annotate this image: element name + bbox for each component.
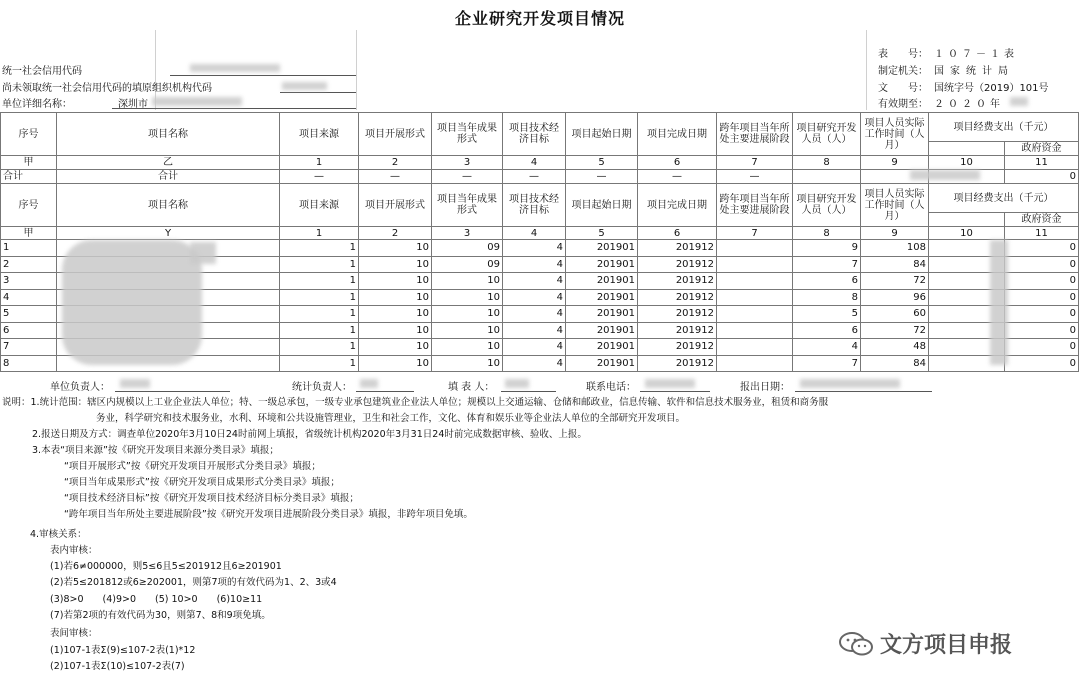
table-cell-c2[interactable]: 10: [359, 273, 432, 290]
code-cell: Y: [57, 227, 280, 240]
redacted-block: [360, 379, 378, 388]
table-cell-c7[interactable]: [717, 256, 793, 273]
table-cell-c9[interactable]: 84: [861, 355, 929, 372]
col-c9-header: 项目人员实际工作时间（人月）: [861, 184, 929, 227]
code-cell: 9: [861, 227, 929, 240]
grid-line: [356, 30, 357, 110]
table-cell-c2[interactable]: 10: [359, 322, 432, 339]
table-cell-c7[interactable]: [717, 306, 793, 323]
table-cell-c11[interactable]: 0: [1005, 339, 1079, 356]
col-c10-sub: [929, 142, 1005, 156]
redacted-block: [910, 170, 980, 180]
note-line: (2)若5≤201812或6≥202001，则第7项的有效代码为1、2、3或4: [50, 577, 337, 588]
redacted-block: [190, 242, 216, 264]
note-line: 3.本表“项目来源”按《研究开发项目来源分类目录》填报；: [32, 445, 279, 456]
table-cell-c11[interactable]: 0: [1005, 256, 1079, 273]
note-line: 务业，科学研究和技术服务业，水利、环境和公共设施管理业，卫生和社会工作，文化、体育和娱乐业等企业法人单位的全部研究开发项目。: [96, 413, 686, 424]
total-cell: 合计: [1, 170, 57, 184]
col-seq-header: 序号: [1, 113, 57, 156]
code-cell: 甲: [1, 227, 57, 240]
header-row: [1, 113, 1079, 142]
table-cell-seq[interactable]: 8: [1, 355, 57, 372]
table-cell-c1[interactable]: 1: [280, 355, 359, 372]
col-c11-header: 政府资金: [1005, 213, 1079, 227]
col-c7-header: 跨年项目当年所处主要进展阶段: [717, 184, 793, 227]
table-cell-c5[interactable]: 201901: [566, 322, 638, 339]
code-cell: 6: [638, 227, 717, 240]
code-cell: 5: [566, 156, 638, 170]
table-cell-c2[interactable]: 10: [359, 339, 432, 356]
total-cell: —: [432, 170, 503, 184]
grid-line: [866, 30, 867, 110]
table-cell-c4[interactable]: 4: [503, 240, 566, 257]
note-line: 表内审核：: [50, 545, 98, 556]
col-seq-header: 序号: [1, 184, 57, 227]
table-cell-c11[interactable]: 0: [1005, 240, 1079, 257]
table-cell-c2[interactable]: 10: [359, 240, 432, 257]
redacted-block: [1010, 97, 1028, 106]
table-cell-c5[interactable]: 201901: [566, 339, 638, 356]
table-cell-seq[interactable]: 7: [1, 339, 57, 356]
note-line: (1)107-1表Σ(9)≤107-2表(1)*12: [50, 645, 196, 656]
col-c4-header: 项目技术经济目标: [503, 184, 566, 227]
table-cell-c6[interactable]: 201912: [638, 322, 717, 339]
table-cell-c4[interactable]: 4: [503, 256, 566, 273]
note-line: (7)若第2项的有效代码为30，则第7、8和9项免填。: [50, 610, 271, 621]
table-cell-c8[interactable]: 9: [793, 240, 861, 257]
table-cell-c6[interactable]: 201912: [638, 240, 717, 257]
table-cell-seq[interactable]: 3: [1, 273, 57, 290]
authority-value: 国家统计局: [934, 66, 1014, 77]
credit-code-label: 统一社会信用代码: [2, 66, 82, 77]
table-cell-c1[interactable]: 1: [280, 240, 359, 257]
total-cell-redacted: [793, 170, 861, 184]
table-cell-c3[interactable]: 09: [432, 240, 503, 257]
header-row-2: [1, 184, 1079, 213]
code-cell: 7: [717, 227, 793, 240]
table-cell-c11[interactable]: 0: [1005, 355, 1079, 372]
table-cell-c4[interactable]: 4: [503, 289, 566, 306]
table-cell-c3[interactable]: 10: [432, 322, 503, 339]
code-cell: 5: [566, 227, 638, 240]
table-cell-seq[interactable]: 5: [1, 306, 57, 323]
note-line: (1)若6≠000000，则5≤6且5≤201912且6≥201901: [50, 561, 282, 572]
table-cell-c8[interactable]: 8: [793, 289, 861, 306]
table-cell-c2[interactable]: 10: [359, 306, 432, 323]
total-cell: —: [503, 170, 566, 184]
form-no-value: １０７－１表: [934, 49, 1018, 60]
table-cell-c3[interactable]: 10: [432, 273, 503, 290]
table-cell-c8[interactable]: 7: [793, 256, 861, 273]
code-cell: 2: [359, 227, 432, 240]
code-cell: 8: [793, 227, 861, 240]
code-cell: 1: [280, 156, 359, 170]
table-cell-seq[interactable]: 6: [1, 322, 57, 339]
total-cell: —: [638, 170, 717, 184]
valid-label: 有效期至：: [878, 99, 928, 110]
redacted-block: [645, 379, 695, 388]
col-c10-header: 项目经费支出（千元）: [929, 184, 1079, 213]
table-cell-c3[interactable]: 10: [432, 355, 503, 372]
total-cell: 0: [1005, 170, 1079, 184]
table-cell-c5[interactable]: 201901: [566, 289, 638, 306]
unit-head-label: 单位负责人：: [50, 382, 110, 393]
redacted-block: [800, 379, 900, 388]
table-cell-c11[interactable]: 0: [1005, 306, 1079, 323]
table-cell-c2[interactable]: 10: [359, 355, 432, 372]
code-cell: 10: [929, 156, 1005, 170]
col-c1-header: 项目来源: [280, 184, 359, 227]
code-cell: 4: [503, 156, 566, 170]
table-cell-c2[interactable]: 10: [359, 289, 432, 306]
table-cell-c5[interactable]: 201901: [566, 240, 638, 257]
note-line: 表间审核：: [50, 628, 98, 639]
table-cell-c9[interactable]: 48: [861, 339, 929, 356]
note-line: (2)107-1表Σ(10)≤107-2表(7): [50, 661, 185, 672]
code-cell: 11: [1005, 227, 1079, 240]
code-cell: 8: [793, 156, 861, 170]
total-cell: 合计: [57, 170, 280, 184]
code-cell: 10: [929, 227, 1005, 240]
table-cell-c3[interactable]: 10: [432, 289, 503, 306]
table-cell-c8[interactable]: 5: [793, 306, 861, 323]
total-cell: —: [280, 170, 359, 184]
table-cell-c9[interactable]: 96: [861, 289, 929, 306]
col-c6-header: 项目完成日期: [638, 113, 717, 156]
total-cell: —: [566, 170, 638, 184]
filler-label: 填 表 人：: [448, 382, 495, 393]
redacted-block: [62, 240, 202, 365]
table-cell-c11[interactable]: 0: [1005, 289, 1079, 306]
code-cell: 3: [432, 227, 503, 240]
table-cell-c7[interactable]: [717, 289, 793, 306]
col-name-header: 项目名称: [57, 113, 280, 156]
table-cell-c5[interactable]: 201901: [566, 273, 638, 290]
form-no-label: 表 号：: [878, 49, 928, 60]
total-cell: —: [359, 170, 432, 184]
org-code-label: 尚未领取统一社会信用代码的填原组织机构代码: [2, 83, 212, 94]
table-cell-c1[interactable]: 1: [280, 273, 359, 290]
table-cell-c3[interactable]: 10: [432, 339, 503, 356]
table-cell-c7[interactable]: [717, 273, 793, 290]
table-cell-c1[interactable]: 1: [280, 322, 359, 339]
code-cell: 2: [359, 156, 432, 170]
address-label: 单位详细名称：: [2, 99, 72, 110]
authority-label: 制定机关：: [878, 66, 928, 77]
table-cell-c3[interactable]: 10: [432, 306, 503, 323]
table-cell-c9[interactable]: 60: [861, 306, 929, 323]
watermark: [838, 628, 1012, 659]
table-cell-c7[interactable]: [717, 339, 793, 356]
table-cell-c4[interactable]: 4: [503, 339, 566, 356]
note-line: 说明：1.统计范围：辖区内规模以上工业企业法人单位；特、一级总承包，一级专业承包建筑业企业法人单位；规模以上交通运输、仓储和邮政业，信息传输、软件和信息技术服务业，租赁和商务服: [2, 397, 829, 408]
col-c4-header: 项目技术经济目标: [503, 113, 566, 156]
col-c6-header: 项目完成日期: [638, 184, 717, 227]
col-c1-header: 项目来源: [280, 113, 359, 156]
code-cell: 甲: [1, 156, 57, 170]
col-c3-header: 项目当年成果形式: [432, 113, 503, 156]
col-c5-header: 项目起始日期: [566, 113, 638, 156]
code-row-2: [1, 227, 1079, 240]
redacted-block: [990, 240, 1008, 365]
code-cell: 3: [432, 156, 503, 170]
table-cell-c4[interactable]: 4: [503, 355, 566, 372]
table-cell-c7[interactable]: [717, 240, 793, 257]
col-c10-sub: [929, 213, 1005, 227]
table-cell-c6[interactable]: 201912: [638, 306, 717, 323]
table-cell-c7[interactable]: [717, 322, 793, 339]
table-cell-c5[interactable]: 201901: [566, 355, 638, 372]
table-cell-c8[interactable]: 7: [793, 355, 861, 372]
table-cell-c8[interactable]: 4: [793, 339, 861, 356]
col-c9-header: 项目人员实际工作时间（人月）: [861, 113, 929, 156]
code-row: [1, 156, 1079, 170]
note-line: “项目开展形式”按《研究开发项目开展形式分类目录》填报；: [64, 461, 321, 472]
table-cell-c1[interactable]: 1: [280, 339, 359, 356]
col-c2-header: 项目开展形式: [359, 184, 432, 227]
table-cell-c8[interactable]: 6: [793, 273, 861, 290]
table-cell-c9[interactable]: 84: [861, 256, 929, 273]
table-cell-c4[interactable]: 4: [503, 322, 566, 339]
col-c11-header: 政府资金: [1005, 142, 1079, 156]
phone-label: 联系电话：: [586, 382, 636, 393]
col-c8-header: 项目研究开发人员（人）: [793, 113, 861, 156]
note-line: “跨年项目当年所处主要进展阶段”按《研究开发项目进展阶段分类目录》填报，非跨年项目免填。: [64, 509, 473, 520]
redacted-block: [282, 82, 327, 90]
table-cell-c7[interactable]: [717, 355, 793, 372]
note-line: (3)8>0 (4)9>0 (5) 10>0 (6)10≥11: [50, 594, 263, 605]
table-cell-c5[interactable]: 201901: [566, 256, 638, 273]
address-value: 深圳市: [118, 99, 148, 110]
table-cell-seq[interactable]: 4: [1, 289, 57, 306]
table-cell-c6[interactable]: 201912: [638, 339, 717, 356]
note-line: “项目技术经济目标”按《研究开发项目技术经济目标分类目录》填报；: [64, 493, 359, 504]
table-cell-c6[interactable]: 201912: [638, 289, 717, 306]
table-cell-c6[interactable]: 201912: [638, 273, 717, 290]
note-line: 4.审核关系：: [30, 529, 87, 540]
table-cell-c9[interactable]: 72: [861, 322, 929, 339]
doc-no-value: 国统字号（2019）101号: [934, 83, 1049, 94]
table-cell-c3[interactable]: 09: [432, 256, 503, 273]
redacted-block: [190, 64, 280, 72]
table-cell-c9[interactable]: 72: [861, 273, 929, 290]
code-cell: 1: [280, 227, 359, 240]
table-cell-seq[interactable]: 1: [1, 240, 57, 257]
code-cell: 6: [638, 156, 717, 170]
code-cell: 7: [717, 156, 793, 170]
table-cell-c1[interactable]: 1: [280, 289, 359, 306]
table-cell-c1[interactable]: 1: [280, 256, 359, 273]
redacted-block: [152, 97, 242, 106]
table-cell-c8[interactable]: 6: [793, 322, 861, 339]
col-c5-header: 项目起始日期: [566, 184, 638, 227]
table-cell-c11[interactable]: 0: [1005, 273, 1079, 290]
page-title: 企业研究开发项目情况: [454, 9, 625, 28]
table-cell-seq[interactable]: 2: [1, 256, 57, 273]
total-cell: —: [717, 170, 793, 184]
table-cell-c4[interactable]: 4: [503, 273, 566, 290]
date-label: 报出日期：: [740, 382, 790, 393]
table-cell-c2[interactable]: 10: [359, 256, 432, 273]
col-c2-header: 项目开展形式: [359, 113, 432, 156]
table-cell-c6[interactable]: 201912: [638, 256, 717, 273]
redacted-block: [120, 379, 150, 388]
col-name-header: 项目名称: [57, 184, 280, 227]
doc-no-label: 文 号：: [878, 83, 928, 94]
table-cell-c5[interactable]: 201901: [566, 306, 638, 323]
code-cell: 乙: [57, 156, 280, 170]
stat-head-label: 统计负责人：: [292, 382, 352, 393]
table-cell-c9[interactable]: 108: [861, 240, 929, 257]
note-line: “项目当年成果形式”按《研究开发项目成果形式分类目录》填报；: [64, 477, 340, 488]
code-cell: 9: [861, 156, 929, 170]
wechat-icon: [838, 630, 874, 658]
note-line: 2.报送日期及方式：调查单位2020年3月10日24时前网上填报，省级统计机构2020年3月31日24时前完成数据审核、验收、上报。: [32, 429, 587, 440]
redacted-block: [505, 379, 529, 388]
col-c10-header: 项目经费支出（千元）: [929, 113, 1079, 142]
code-cell: 11: [1005, 156, 1079, 170]
table-cell-c4[interactable]: 4: [503, 306, 566, 323]
valid-value: ２０２０年: [934, 99, 1004, 110]
table-cell-c11[interactable]: 0: [1005, 322, 1079, 339]
col-c3-header: 项目当年成果形式: [432, 184, 503, 227]
table-cell-c6[interactable]: 201912: [638, 355, 717, 372]
table-cell-c1[interactable]: 1: [280, 306, 359, 323]
watermark-text: 文方项目申报: [880, 633, 1013, 658]
col-c7-header: 跨年项目当年所处主要进展阶段: [717, 113, 793, 156]
code-cell: 4: [503, 227, 566, 240]
col-c8-header: 项目研究开发人员（人）: [793, 184, 861, 227]
